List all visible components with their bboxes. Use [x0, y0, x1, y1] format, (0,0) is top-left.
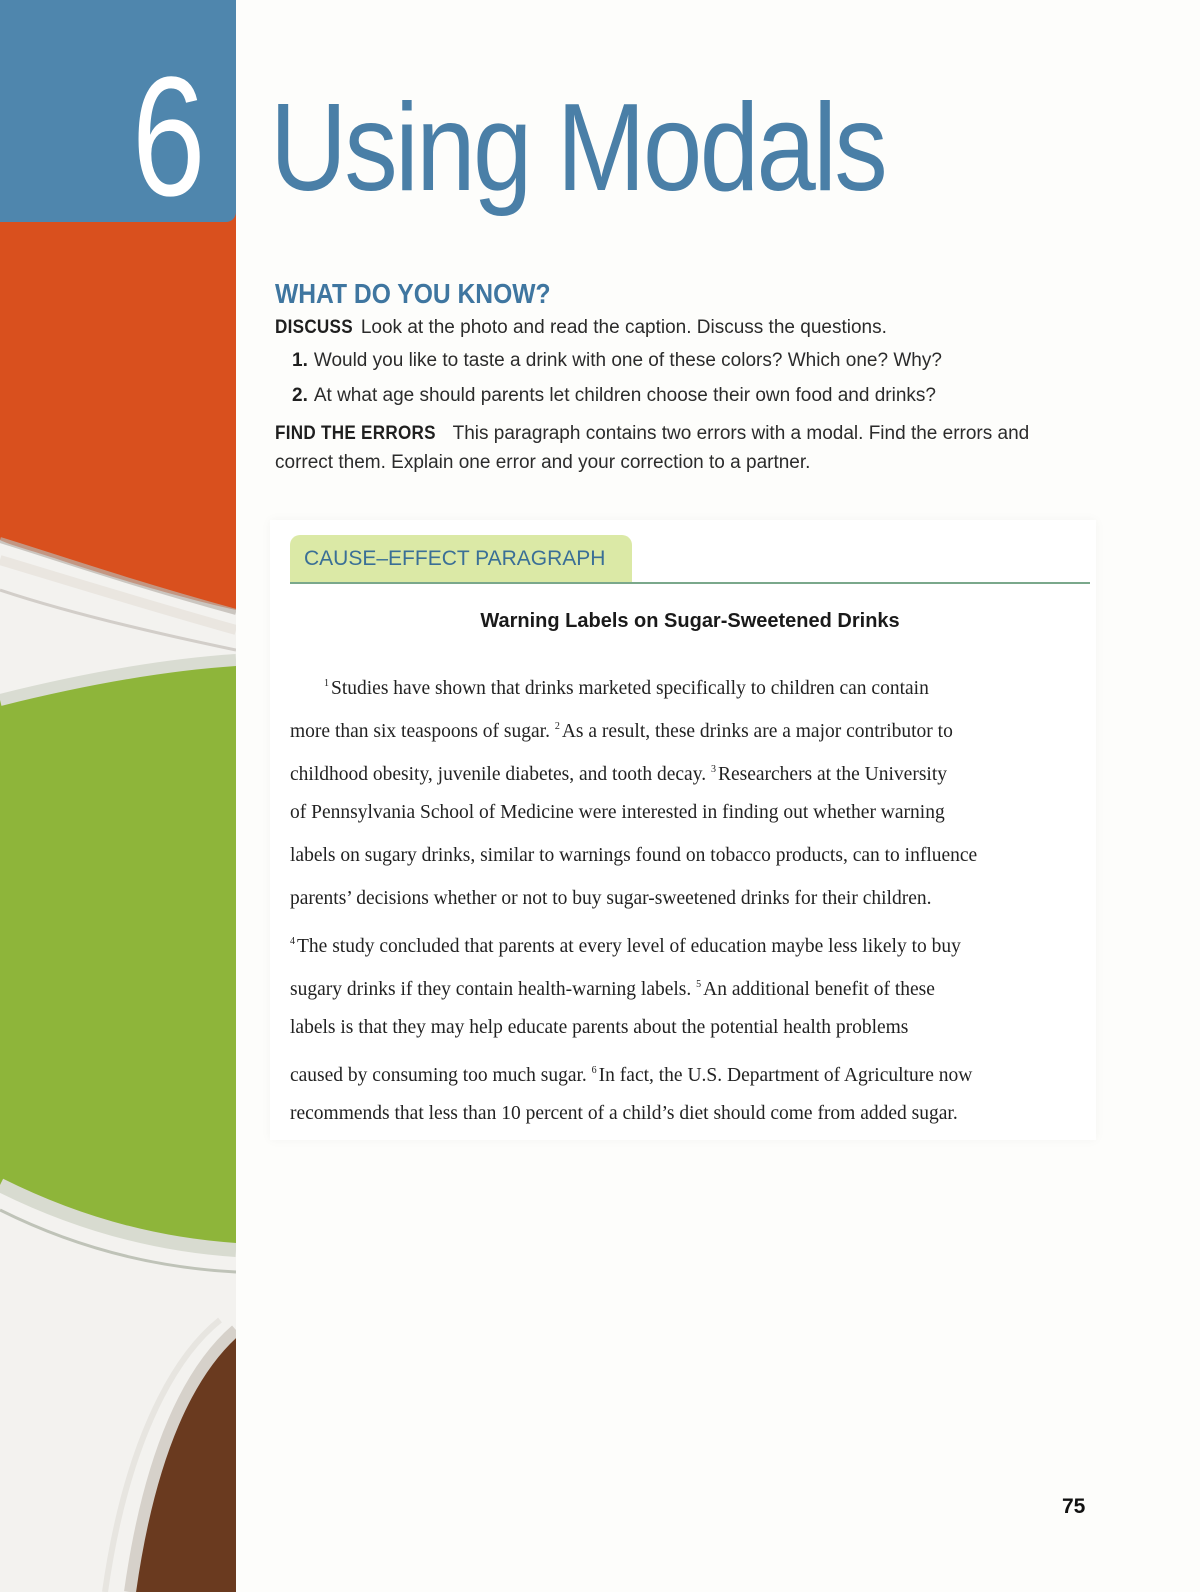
line-text: Studies have shown that drinks marketed specifically to children can contain — [331, 678, 929, 699]
line-text: childhood obesity, juvenile diabetes, and tooth decay. — [290, 764, 711, 785]
sentence-number: 1 — [324, 678, 329, 689]
discuss-instruction — [275, 313, 1095, 342]
question-number: 2. — [292, 385, 308, 406]
paragraph-line — [290, 963, 1090, 1006]
discuss-text: Look at the photo and read the caption. Discuss the questions. — [360, 317, 887, 338]
section-heading: WHAT DO YOU KNOW? — [275, 278, 551, 309]
line-text: Researchers at the University — [717, 764, 947, 785]
chapter-number: 6 — [132, 42, 206, 232]
paragraph-line — [290, 1092, 1090, 1135]
find-errors-text-2: correct them. Explain one error and your correction to a partner. — [275, 452, 811, 473]
paragraph-line — [290, 1049, 1090, 1092]
line-text: As a result, these drinks are a major contributor to — [561, 721, 953, 742]
cause-effect-tab: CAUSE–EFFECT PARAGRAPH — [290, 535, 632, 582]
line-text: recommends that less than 10 percent of a child’s diet should come from added sugar. — [290, 1103, 958, 1124]
paragraph-line — [290, 705, 1090, 748]
line-text: labels is that they may help educate parents about the potential health problems — [290, 1017, 909, 1038]
cause-effect-paragraph — [290, 662, 1090, 1135]
line-text: The study concluded that parents at every level of education maybe less likely to buy — [297, 936, 961, 957]
sentence-number: 4 — [290, 936, 295, 947]
chapter-number-tab — [0, 0, 236, 232]
discuss-question-1 — [292, 350, 942, 372]
line-text: labels on sugary drinks, similar to warnings found on tobacco products, can to influence — [290, 845, 978, 866]
paragraph-line — [290, 834, 1090, 877]
line-text: more than six teaspoons of sugar. — [290, 721, 555, 742]
question-text: At what age should parents let children choose their own food and drinks? — [313, 385, 936, 406]
line-text: sugary drinks if they contain health-warning labels. — [290, 979, 697, 1000]
question-number: 1. — [292, 350, 308, 371]
line-text: caused by consuming too much sugar. — [290, 1065, 592, 1086]
cause-effect-divider — [290, 582, 1090, 584]
paragraph-title: Warning Labels on Sugar-Sweetened Drinks — [480, 610, 900, 632]
line-text: An additional benefit of these — [703, 979, 935, 1000]
colored-drinks-photo — [0, 0, 236, 1592]
line-text: of Pennsylvania School of Medicine were interested in finding out whether warning — [290, 802, 945, 823]
discuss-label: DISCUSS — [275, 317, 353, 338]
page-number: 75 — [1062, 1495, 1086, 1518]
line-text: In fact, the U.S. Department of Agriculture now — [598, 1065, 973, 1086]
paragraph-line — [290, 877, 1090, 920]
sentence-number: 6 — [591, 1065, 597, 1076]
paragraph-line — [290, 920, 1090, 963]
question-text: Would you like to taste a drink with one of these colors? Which one? Why? — [313, 350, 942, 371]
find-errors-label: FIND THE ERRORS — [275, 423, 436, 444]
discuss-question-2 — [292, 385, 936, 407]
chapter-photo — [0, 0, 236, 1592]
paragraph-line — [290, 791, 1090, 834]
sentence-number: 3 — [710, 764, 716, 775]
paragraph-line — [290, 662, 1090, 705]
find-errors-instruction — [275, 419, 1095, 477]
paragraph-line — [290, 1006, 1090, 1049]
sentence-number: 5 — [696, 979, 702, 990]
paragraph-line — [290, 748, 1090, 791]
line-text: parents’ decisions whether or not to buy sugar-sweetened drinks for their children. — [290, 888, 932, 909]
sentence-number: 2 — [554, 721, 560, 732]
find-errors-text-1: This paragraph contains two errors with a modal. Find the errors and — [452, 423, 1030, 444]
chapter-title: Using Modals — [270, 79, 886, 217]
